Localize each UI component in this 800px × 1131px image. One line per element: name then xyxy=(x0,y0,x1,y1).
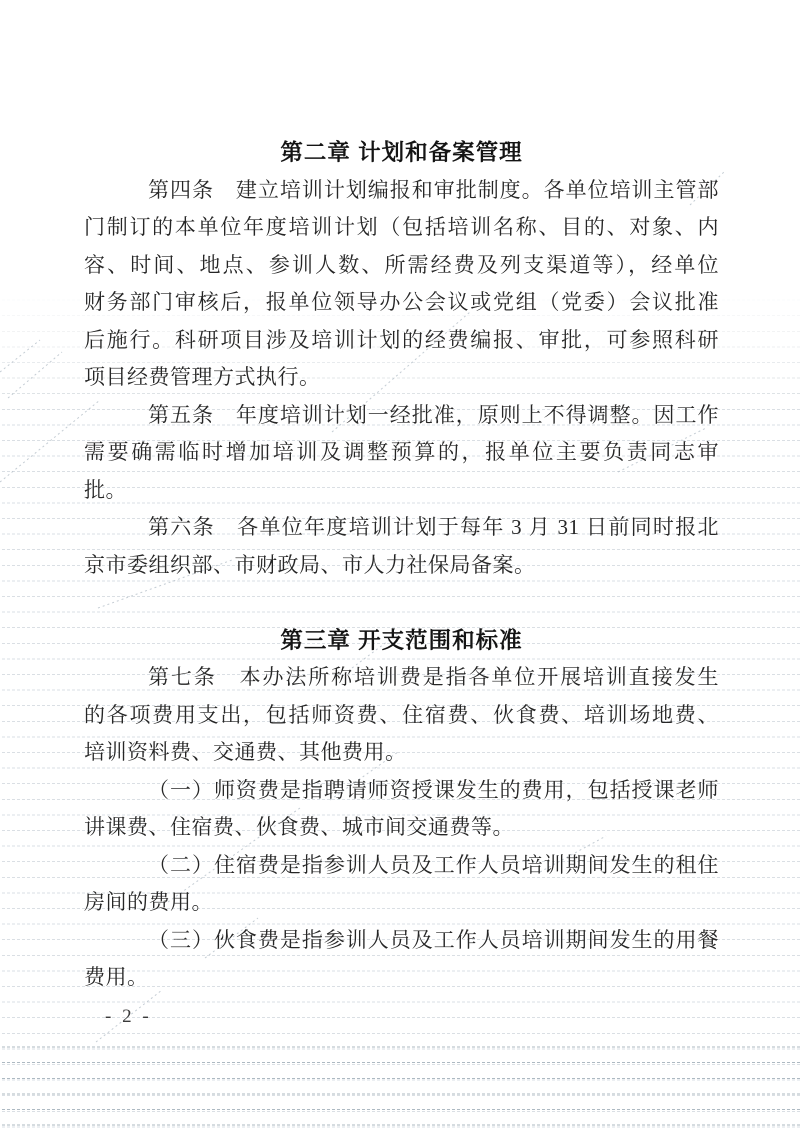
text-line: 容、时间、地点、参训人数、所需经费及列支渠道等），经单位 xyxy=(84,252,719,277)
text-line: （一）师资费是指聘请师资授课发生的费用，包括授课老师 xyxy=(148,777,719,802)
text-line: 后施行。科研项目涉及培训计划的经费编报、审批，可参照科研 xyxy=(84,327,719,352)
text-line: 的各项费用支出，包括师资费、住宿费、伙食费、培训场地费、 xyxy=(84,702,719,727)
text-line: 培训资料费、交通费、其他费用。 xyxy=(84,740,407,764)
text-line: 第五条 年度培训计划一经批准，原则上不得调整。因工作 xyxy=(148,402,719,427)
document-body xyxy=(84,134,719,997)
text-line: 费用。 xyxy=(84,965,149,989)
text-line: 第六条 各单位年度培训计划于每年 3 月 31 日前同时报北 xyxy=(148,515,719,539)
chapter-heading: 第三章 开支范围和标准 xyxy=(280,627,523,653)
text-line: 京市委组织部、市财政局、市人力社保局备案。 xyxy=(84,552,536,577)
text-line: （二）住宿费是指参训人员及工作人员培训期间发生的租住 xyxy=(148,852,719,877)
chapter-heading: 第二章 计划和备案管理 xyxy=(280,140,523,165)
blank-line xyxy=(84,584,719,622)
text-line: 批。 xyxy=(84,477,127,502)
text-line: 房间的费用。 xyxy=(84,890,213,914)
text-line: 讲课费、住宿费、伙食费、城市间交通费等。 xyxy=(84,815,514,839)
page-number: - 2 - xyxy=(105,1006,152,1027)
text-line: 第四条 建立培训计划编报和审批制度。各单位培训主管部 xyxy=(148,177,719,202)
text-line: 第七条 本办法所称培训费是指各单位开展培训直接发生 xyxy=(148,665,719,689)
text-line: 财务部门审核后，报单位领导办公会议或党组（党委）会议批准 xyxy=(84,290,719,314)
text-line: 需要确需临时增加培训及调整预算的，报单位主要负责同志审 xyxy=(84,440,719,464)
text-line: 项目经费管理方式执行。 xyxy=(84,365,321,389)
text-line: （三）伙食费是指参训人员及工作人员培训期间发生的用餐 xyxy=(148,927,719,952)
text-line: 门制订的本单位年度培训计划（包括培训名称、目的、对象、内 xyxy=(84,215,719,239)
